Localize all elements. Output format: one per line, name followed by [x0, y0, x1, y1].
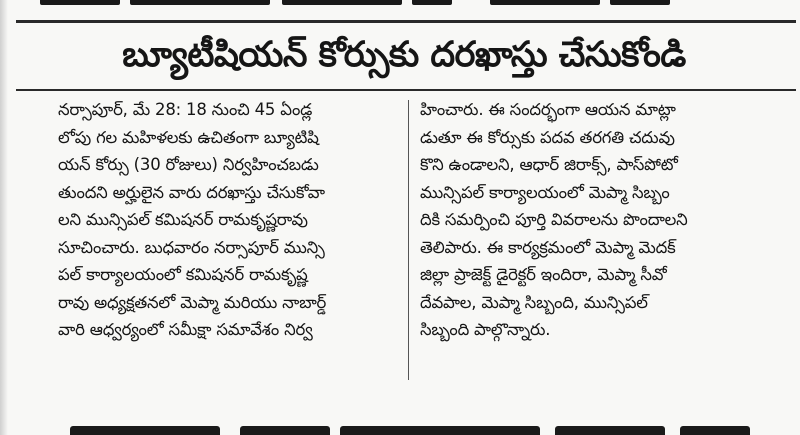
- body-line: సిబ్బంది పాల్గొన్నారు.: [420, 320, 551, 339]
- body-line: వారి ఆధ్వర్యంలో సమీక్షా సమావేశం నిర్వ: [58, 320, 313, 339]
- next-article-remnant: [40, 420, 780, 435]
- body-line: రావు అధ్యక్షతనలో మెప్మా మరియు నాబార్డ్: [58, 292, 327, 312]
- body-line: కొని ఉండాలని, ఆధార్ జిరాక్స్, పాస్‌పోటో: [420, 155, 678, 174]
- body-line: సూచించారు. బుధవారం నర్సాపూర్ మున్సి: [58, 237, 325, 257]
- column-divider: [408, 100, 409, 380]
- headline-top-rule: [16, 20, 796, 23]
- body-line: తెలిపారు. ఈ కార్యక్రమంలో మెప్మా మెదక్: [420, 237, 676, 257]
- previous-article-remnant: [20, 0, 780, 8]
- article-headline: బ్యూటీషియన్ కోర్సుకు దరఖాస్తు చేసుకోండి: [122, 35, 686, 75]
- body-line: డుతూ ఈ కోర్సుకు పదవ తరగతి చదువు: [420, 127, 675, 147]
- body-line: జిల్లా ప్రాజెక్ట్ డైరెక్టర్ ఇందిరా, మెప్మా సీవో: [420, 265, 667, 284]
- headline-bottom-rule: [16, 89, 796, 91]
- scan-edge-shadow: [0, 0, 8, 435]
- article-left-column: [58, 96, 433, 344]
- body-line: హించారు. ఈ సందర్భంగా ఆయన మాట్లా: [420, 100, 676, 119]
- article-right-column: [420, 96, 795, 344]
- body-line: మున్సిపల్ కార్యాలయంలో మెప్మా సిబ్బం: [420, 182, 670, 202]
- body-line: యన్ కోర్సు (30 రోజులు) నిర్వహించబడు: [58, 155, 319, 174]
- body-line: దేవపాల, మెప్మా సిబ్బంది, మున్సిపల్: [420, 292, 648, 312]
- body-line: లని మున్సిపల్ కమిషనర్ రామకృష్ణరావు: [58, 210, 308, 229]
- body-line: పల్ కార్యాలయంలో కమిషనర్ రామకృష్ణ: [58, 265, 308, 284]
- body-line: నర్సాపూర్, మే 28: 18 నుంచి 45 ఏండ్ల: [58, 100, 313, 119]
- body-line: తుందని అర్హులైన వారు దరఖాస్తు చేసుకోవా: [58, 182, 325, 202]
- body-line: లోపు గల మహిళలకు ఉచితంగా బ్యూటిషి: [58, 127, 319, 147]
- body-line: దికి సమర్పించి పూర్తి వివరాలను పొందాలని: [420, 210, 688, 229]
